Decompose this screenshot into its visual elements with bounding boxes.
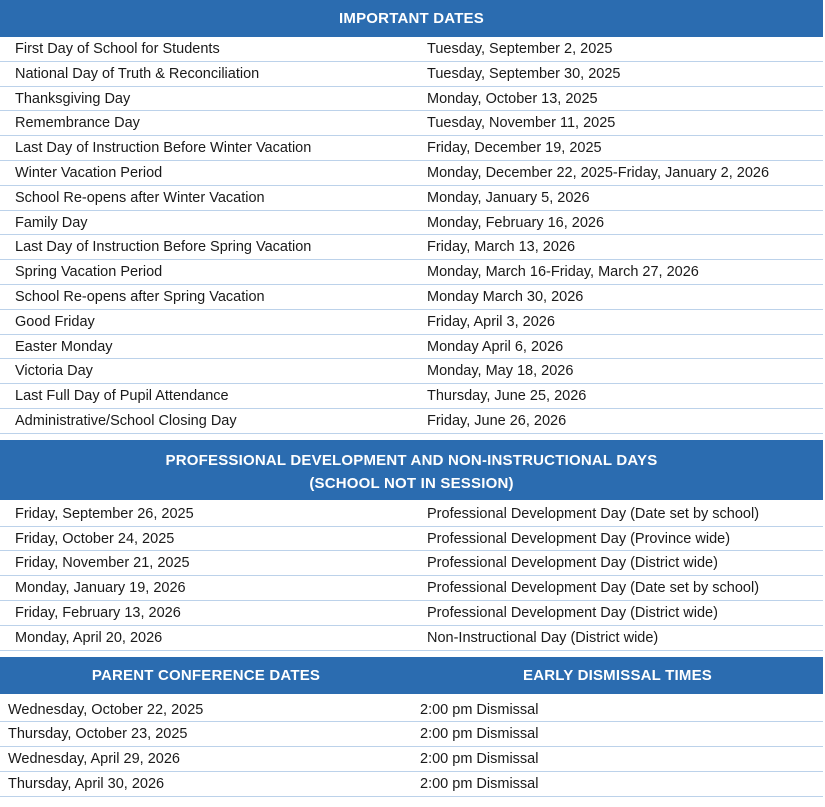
conference-date: Wednesday, October 22, 2025	[8, 701, 204, 718]
pd-date: Monday, January 19, 2026	[15, 580, 186, 597]
table-row	[0, 260, 823, 285]
table-row	[0, 87, 823, 112]
pro-dev-heading	[0, 440, 823, 500]
event-name: School Re-opens after Winter Vacation	[15, 189, 265, 206]
pd-type: Non-Instructional Day (District wide)	[427, 629, 659, 646]
event-date: Friday, December 19, 2025	[427, 140, 602, 157]
pd-type: Professional Development Day (Date set by school)	[427, 580, 760, 597]
event-date: Monday, January 5, 2026	[427, 189, 590, 206]
event-name: Last Day of Instruction Before Winter Vacation	[15, 140, 312, 157]
pd-type: Professional Development Day (Province wide)	[427, 530, 731, 547]
table-row	[0, 211, 823, 236]
table-row	[0, 235, 823, 260]
important-dates-table	[0, 37, 823, 434]
event-name: Family Day	[15, 214, 88, 231]
dismissal-time: 2:00 pm Dismissal	[420, 726, 539, 743]
table-row	[0, 37, 823, 62]
table-row	[0, 62, 823, 87]
pd-date: Friday, November 21, 2025	[15, 555, 190, 572]
conference-dates-heading: PARENT CONFERENCE DATES	[91, 666, 321, 684]
table-row	[0, 502, 823, 527]
event-date: Monday, October 13, 2025	[427, 90, 598, 107]
dismissal-time: 2:00 pm Dismissal	[420, 775, 539, 792]
table-row	[0, 576, 823, 601]
event-name: Administrative/School Closing Day	[15, 412, 237, 429]
pd-type: Professional Development Day (District wide)	[427, 555, 718, 572]
dismissal-time: 2:00 pm Dismissal	[420, 701, 539, 718]
table-row	[0, 626, 823, 651]
table-row	[0, 409, 823, 434]
table-row	[0, 772, 823, 797]
pd-date: Friday, February 13, 2026	[15, 604, 181, 621]
event-date: Monday March 30, 2026	[427, 288, 584, 305]
pd-type: Professional Development Day (District wide)	[427, 604, 718, 621]
table-row	[0, 527, 823, 552]
dismissal-time: 2:00 pm Dismissal	[420, 751, 539, 768]
event-date: Tuesday, September 30, 2025	[427, 65, 621, 82]
conference-heading	[0, 657, 823, 694]
event-date: Monday, December 22, 2025-Friday, January 2, 2026	[427, 164, 770, 181]
event-name: Good Friday	[15, 313, 95, 330]
event-date: Thursday, June 25, 2026	[427, 388, 587, 405]
event-date: Friday, April 3, 2026	[427, 313, 555, 330]
event-name: Winter Vacation Period	[15, 164, 163, 181]
event-name: School Re-opens after Spring Vacation	[15, 288, 265, 305]
event-date: Friday, June 26, 2026	[427, 412, 567, 429]
table-row	[0, 698, 823, 723]
event-date: Monday April 6, 2026	[427, 338, 564, 355]
event-date: Friday, March 13, 2026	[427, 239, 576, 256]
conference-date: Thursday, October 23, 2025	[8, 726, 188, 743]
pd-date: Friday, October 24, 2025	[15, 530, 175, 547]
table-row	[0, 161, 823, 186]
event-name: Last Day of Instruction Before Spring Vacation	[15, 239, 312, 256]
dismissal-times-heading: EARLY DISMISSAL TIMES	[523, 666, 712, 684]
event-name: Last Full Day of Pupil Attendance	[15, 388, 229, 405]
event-name: Victoria Day	[15, 363, 93, 380]
event-name: Spring Vacation Period	[15, 264, 163, 281]
table-row	[0, 335, 823, 360]
table-row	[0, 747, 823, 772]
pd-date: Monday, April 20, 2026	[15, 629, 163, 646]
table-row	[0, 601, 823, 626]
important-dates-heading: IMPORTANT DATES	[0, 0, 823, 37]
table-row	[0, 136, 823, 161]
event-date: Monday, March 16-Friday, March 27, 2026	[427, 264, 699, 281]
event-date: Monday, February 16, 2026	[427, 214, 605, 231]
table-row	[0, 384, 823, 409]
event-date: Monday, May 18, 2026	[427, 363, 574, 380]
table-row	[0, 722, 823, 747]
table-row	[0, 551, 823, 576]
event-name: National Day of Truth & Reconciliation	[15, 65, 260, 82]
conference-table	[0, 698, 823, 797]
conference-date: Wednesday, April 29, 2026	[8, 751, 180, 768]
table-row	[0, 285, 823, 310]
event-date: Tuesday, September 2, 2025	[427, 41, 613, 57]
conference-date: Thursday, April 30, 2026	[8, 775, 165, 792]
event-name: Easter Monday	[15, 338, 113, 355]
pro-dev-table	[0, 502, 823, 651]
table-row	[0, 186, 823, 211]
table-row	[0, 310, 823, 335]
table-row	[0, 111, 823, 136]
event-name: Thanksgiving Day	[15, 90, 131, 107]
event-date: Tuesday, November 11, 2025	[427, 115, 616, 132]
table-row	[0, 359, 823, 384]
pd-type: Professional Development Day (Date set by school)	[427, 505, 760, 522]
event-name: Remembrance Day	[15, 115, 140, 132]
pro-dev-heading-line1: PROFESSIONAL DEVELOPMENT AND NON-INSTRUCTIONAL DAYS	[165, 451, 658, 469]
pd-date: Friday, September 26, 2025	[15, 505, 194, 522]
event-name: First Day of School for Students	[15, 41, 220, 57]
pro-dev-heading-line2: (SCHOOL NOT IN SESSION)	[309, 474, 514, 492]
